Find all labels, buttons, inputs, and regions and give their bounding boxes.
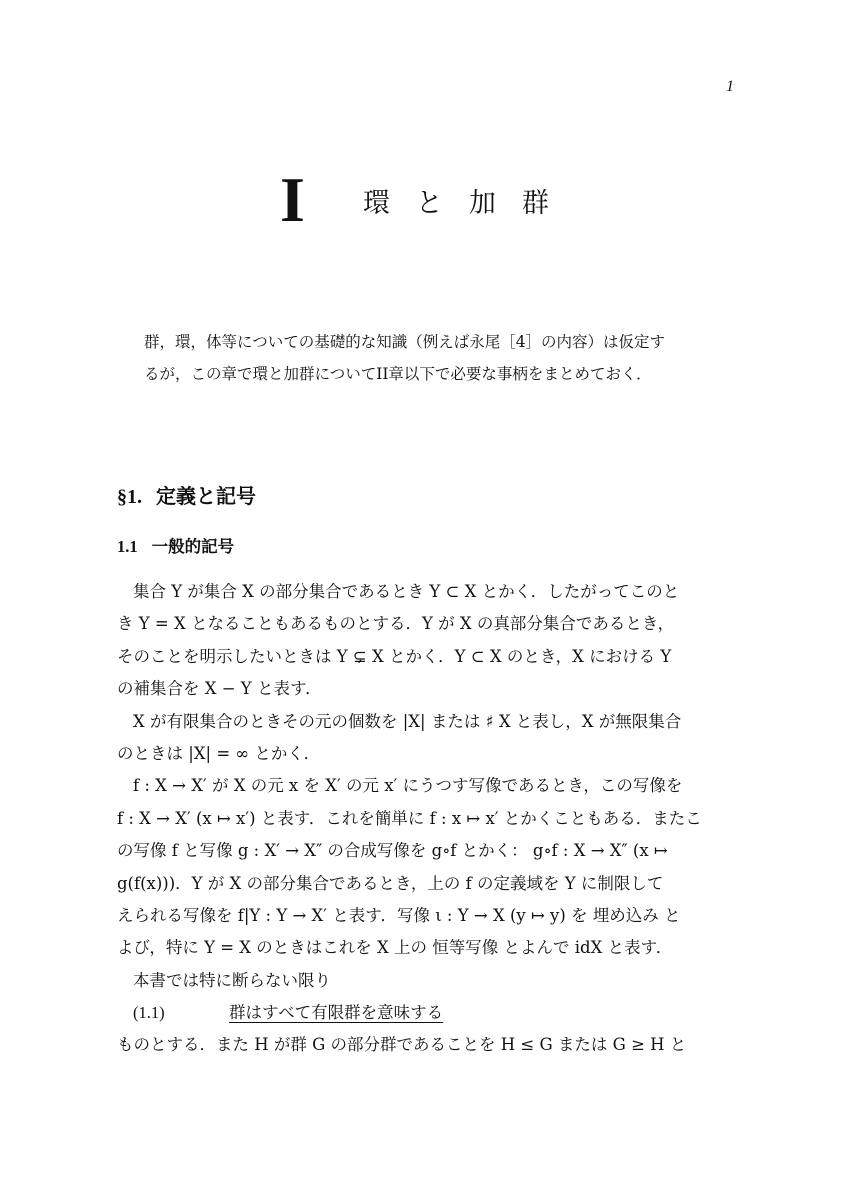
displayed-statement [117,997,767,1029]
body-line: えられる写像を f|Y : Y → X′ と表す．写像 ι : Y → X (y ↦ y) を 埋め込み と [117,905,681,925]
body-line: X が有限集合のときその元の個数を |X| または ♯ X と表し，X が無限集合 [133,711,682,731]
body-line: の補集合を X − Y と表す． [117,679,322,699]
chapter-intro [144,326,744,390]
body-line: f : X → X′ が X の元 x を X′ の元 x′ にうつす写像であるとき，この写像を [133,776,683,796]
body-line: き Y = X となることもあるものとする．Y が X の真部分集合であるとき， [117,614,675,634]
subsection-number: 1.1 [117,537,138,556]
section-heading [117,480,256,509]
body-line: のときは |X| = ∞ とかく． [117,743,321,763]
chapter-title: 環と加群 [362,187,575,219]
chapter-number: I [280,164,305,235]
intro-line: るが，この章で環と加群についてII章以下で必要な事柄をまとめておく． [144,365,652,383]
equation-text: 群はすべて有限群を意味する [229,1003,444,1023]
intro-line: 群，環，体等についての基礎的な知識（例えば永尾［4］の内容）は仮定す [144,333,666,351]
page-number: 1 [726,78,734,95]
body-line: ものとする．また H が群 G の部分群であることを H ≤ G または G ≥ H と [117,1035,687,1055]
body-line: g(f(x)))．Y が X の部分集合であるとき，上の f の定義域を Y に制限して [117,873,664,893]
section-title: 定義と記号 [156,484,256,508]
body-line: 集合 Y が集合 X の部分集合であるとき Y ⊂ X とかく．したがってこのと [133,582,680,601]
equation-number: (1.1) [133,1003,165,1023]
subsection-title: 一般的記号 [151,537,235,556]
body-line: 本書では特に断らない限り [133,970,331,990]
body-text [117,562,767,1062]
body-line: の写像 f と写像 g : X′ → X″ の合成写像を g∘f とかく： g∘f : X → X″ (x ↦ [117,841,668,861]
body-line: f : X → X′ (x ↦ x′) と表す．これを簡単に f : x ↦ x′ とかくこともある．またこ [117,808,702,828]
section-number: §1. [117,486,142,508]
body-line: そのことを明示したいときは Y ⊊ X とかく．Y ⊂ X のとき，X における Y [117,646,672,666]
body-line: よび，特に Y = X のときはこれを X 上の 恒等写像 とよんで idX と表す． [117,938,673,958]
chapter-heading [280,164,575,235]
subsection-heading [117,533,234,557]
